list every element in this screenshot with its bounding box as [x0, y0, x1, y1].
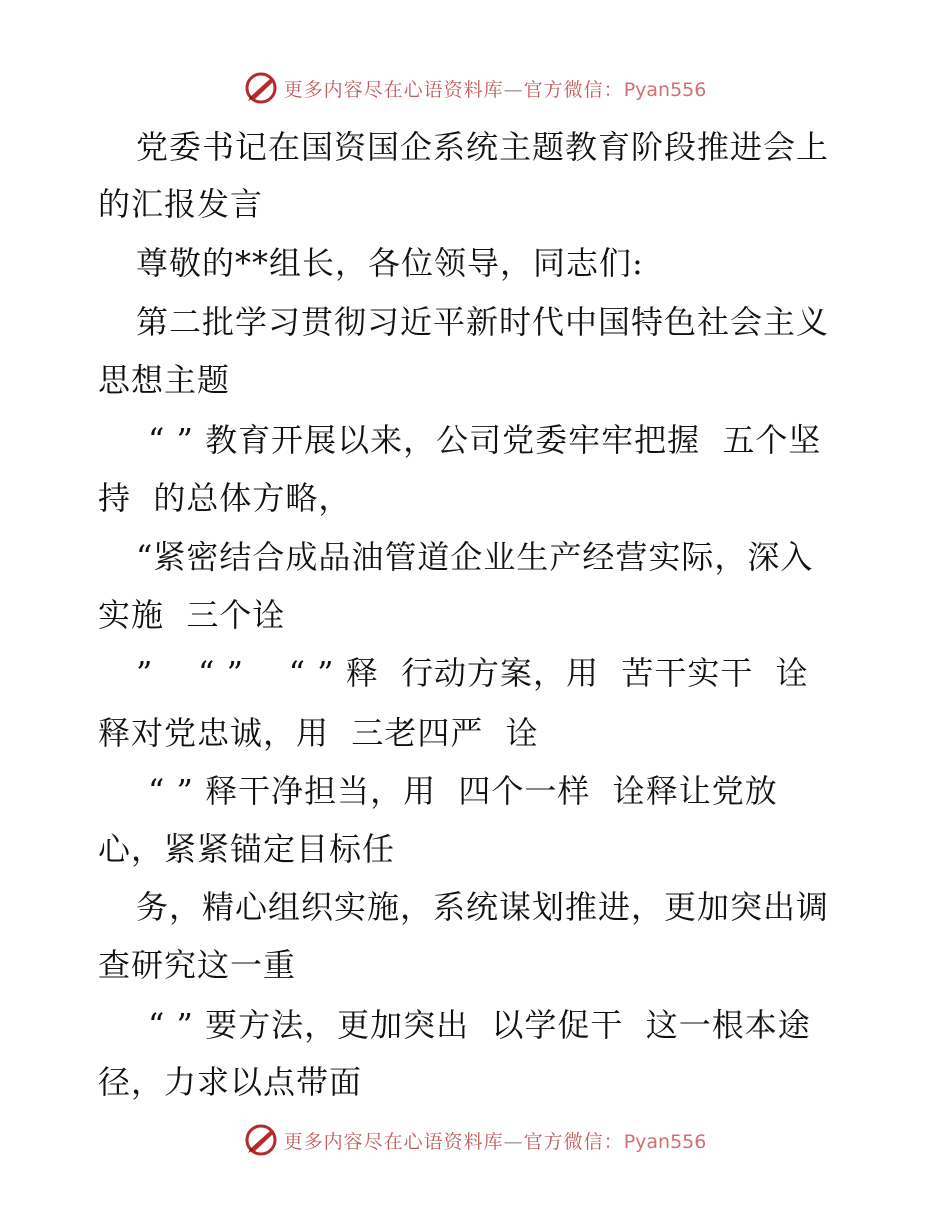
- pen-seal-icon: [244, 71, 278, 105]
- doc-paragraph-line: 思想主题: [98, 361, 231, 399]
- pen-seal-icon: [244, 1123, 278, 1157]
- watermark-wechat-id: Pyan556: [623, 78, 707, 101]
- watermark-wechat-label: 官方微信：: [523, 1130, 624, 1153]
- watermark-separator: —: [503, 1130, 524, 1153]
- doc-paragraph-line: 径，力求以点带面: [98, 1063, 363, 1101]
- doc-paragraph-line: ” “ ” “ ” 释 行动方案，用 苦干实干 诠: [136, 654, 809, 692]
- header-watermark: [0, 68, 950, 108]
- watermark-site-text: 更多内容尽在心语资料库: [283, 78, 504, 101]
- footer-watermark: [0, 1120, 950, 1160]
- doc-paragraph-line: 实施 三个诠: [98, 596, 286, 634]
- doc-paragraph-line: 查研究这一重: [98, 946, 297, 984]
- doc-salutation: 尊敬的**组长，各位领导，同志们:: [136, 244, 644, 282]
- doc-paragraph-line: 务，精心组织实施，系统谋划推进，更加突出调: [136, 888, 830, 926]
- doc-paragraph-line: 心，紧紧锚定目标任: [98, 830, 396, 868]
- doc-title-line-2: 的汇报发言: [98, 185, 264, 223]
- watermark-text: [284, 75, 707, 102]
- watermark-wechat-id: Pyan556: [623, 1130, 707, 1153]
- doc-title-line-1: 党委书记在国资国企系统主题教育阶段推进会上: [136, 128, 830, 166]
- doc-paragraph-line: 释对党忠诚，用 三老四严 诠: [98, 714, 539, 752]
- doc-paragraph-line: “ ” 要方法，更加突出 以学促干 这一根本途: [148, 1006, 811, 1044]
- doc-paragraph-line: “紧密结合成品油管道企业生产经营实际，深入: [136, 538, 814, 576]
- watermark-site-text: 更多内容尽在心语资料库: [283, 1130, 504, 1153]
- doc-paragraph-line: 持 的总体方略，: [98, 479, 352, 517]
- watermark-separator: —: [503, 78, 524, 101]
- doc-paragraph-line: 第二批学习贯彻习近平新时代中国特色社会主义: [136, 303, 830, 341]
- doc-paragraph-line: “ ” 释干净担当，用 四个一样 诠释让党放: [148, 772, 778, 810]
- watermark-wechat-label: 官方微信：: [523, 78, 624, 101]
- watermark-text: [284, 1127, 707, 1154]
- doc-paragraph-line: “ ” 教育开展以来，公司党委牢牢把握 五个坚: [148, 421, 822, 459]
